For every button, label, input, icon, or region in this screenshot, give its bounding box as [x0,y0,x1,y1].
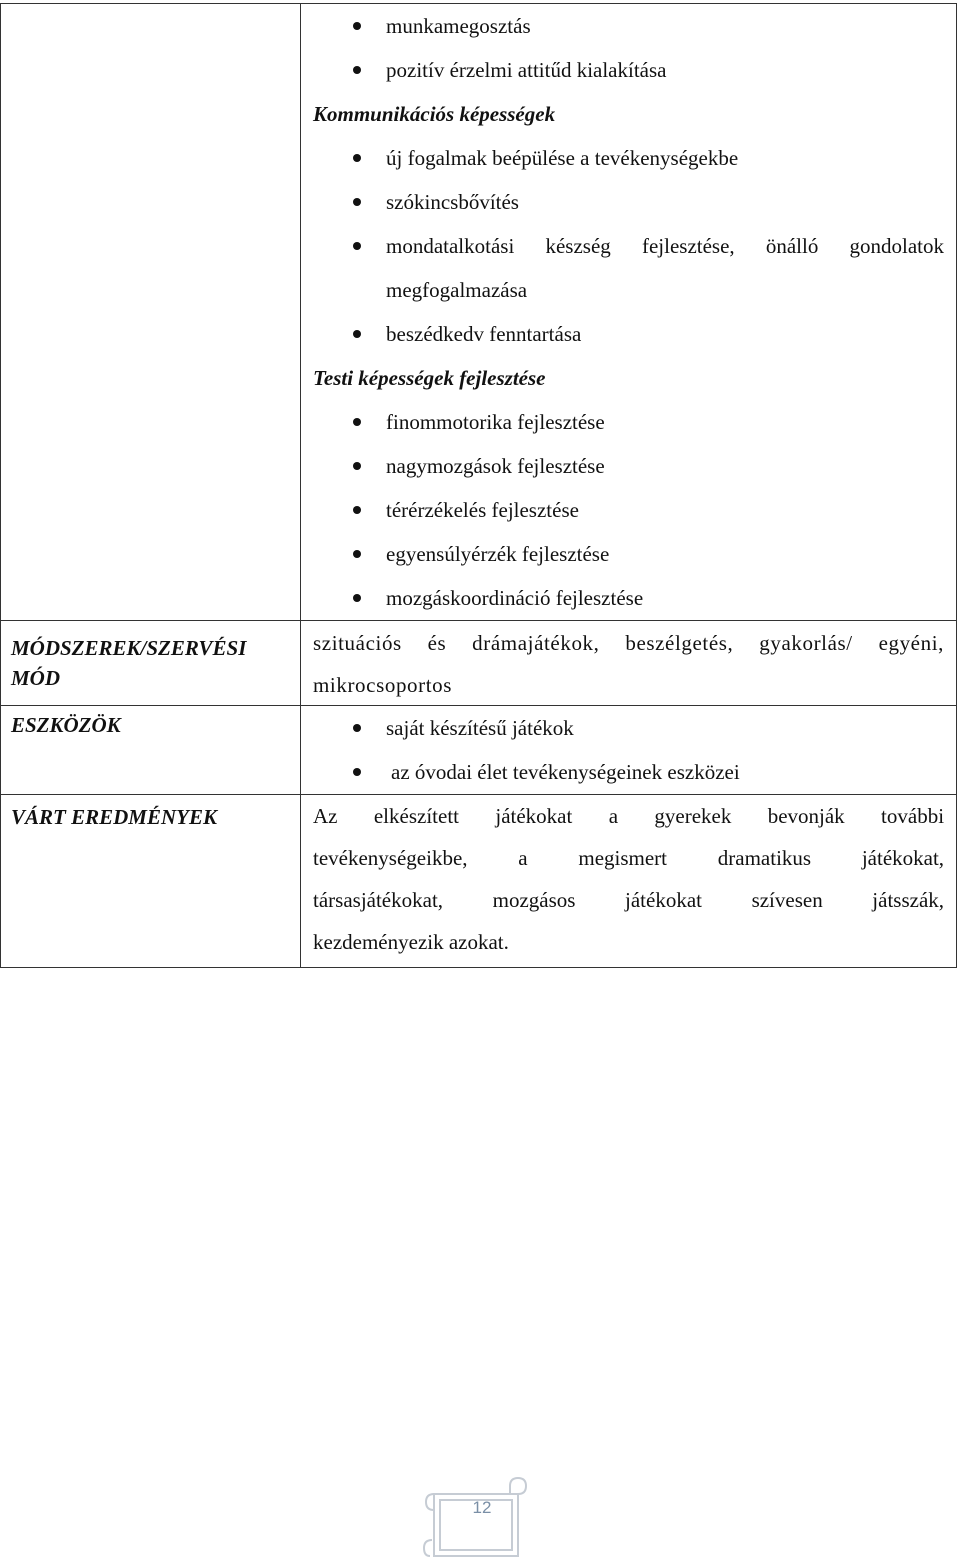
bullet-icon [353,506,361,514]
results-text-line: tevékenységeikbe, a megismert dramatikus játékokat, [313,846,945,870]
label-cell-tools: ESZKÖZÖK [1,706,301,795]
label-cell-empty [1,4,301,621]
bullet-icon [353,22,361,30]
results-text-line: Az elkészített játékokat a gyerekek bevonják további [313,804,945,828]
page-number: 12 [472,1498,492,1517]
list-item: szókincsbővítés [313,180,944,224]
table-row [1,621,957,706]
list-item: finommotorika fejlesztése [313,400,944,444]
list-item: mondatalkotási készség fejlesztése, önálló gondolatok [313,224,944,268]
content-cell-results [301,795,957,968]
bullet-icon [353,768,361,776]
content-cell-abilities [301,4,957,621]
list-item-continuation: megfogalmazása [386,278,528,302]
bullet-icon [353,66,361,74]
label-cell-methods: MÓDSZEREK/SZERVÉSI MÓD [1,621,301,706]
bullet-icon [353,462,361,470]
results-text-line: társasjátékokat, mozgásos játékokat szívesen játsszák, [313,888,945,912]
bullet-icon [353,330,361,338]
results-text-line: kezdeményezik azokat. [313,930,509,954]
list-item: egyensúlyérzék fejlesztése [313,532,944,576]
list-item: új fogalmak beépülése a tevékenységekbe [313,136,944,180]
section-heading-physical: Testi képességek fejlesztése [313,366,546,390]
bullet-icon [353,724,361,732]
bullet-icon [353,154,361,162]
list-item: pozitív érzelmi attitűd kialakítása [313,48,944,92]
list-item: az óvodai élet tevékenységeinek eszközei [313,750,944,794]
bullet-icon [353,418,361,426]
content-table [0,3,957,968]
table-row [1,706,957,795]
label-cell-results: VÁRT EREDMÉNYEK [1,795,301,968]
table-row [1,795,957,968]
bullet-icon [353,198,361,206]
list-item: mozgáskoordináció fejlesztése [313,576,944,620]
list-item: saját készítésű játékok [313,706,944,750]
list-item: beszédkedv fenntartása [313,312,944,356]
methods-text-line: mikrocsoportos [313,673,453,697]
bullet-icon [353,550,361,558]
list-item: nagymozgások fejlesztése [313,444,944,488]
methods-text-line: szituációs és drámajátékok, beszélgetés, gyakorlás/ egyéni, [313,631,944,655]
bullet-icon [353,242,361,250]
list-item: térérzékelés fejlesztése [313,488,944,532]
content-cell-methods [301,621,957,706]
section-heading-communication: Kommunikációs képességek [313,102,556,126]
table-row [1,4,957,621]
bullet-icon [353,594,361,602]
list-item: munkamegosztás [313,4,944,48]
content-cell-tools [301,706,957,795]
